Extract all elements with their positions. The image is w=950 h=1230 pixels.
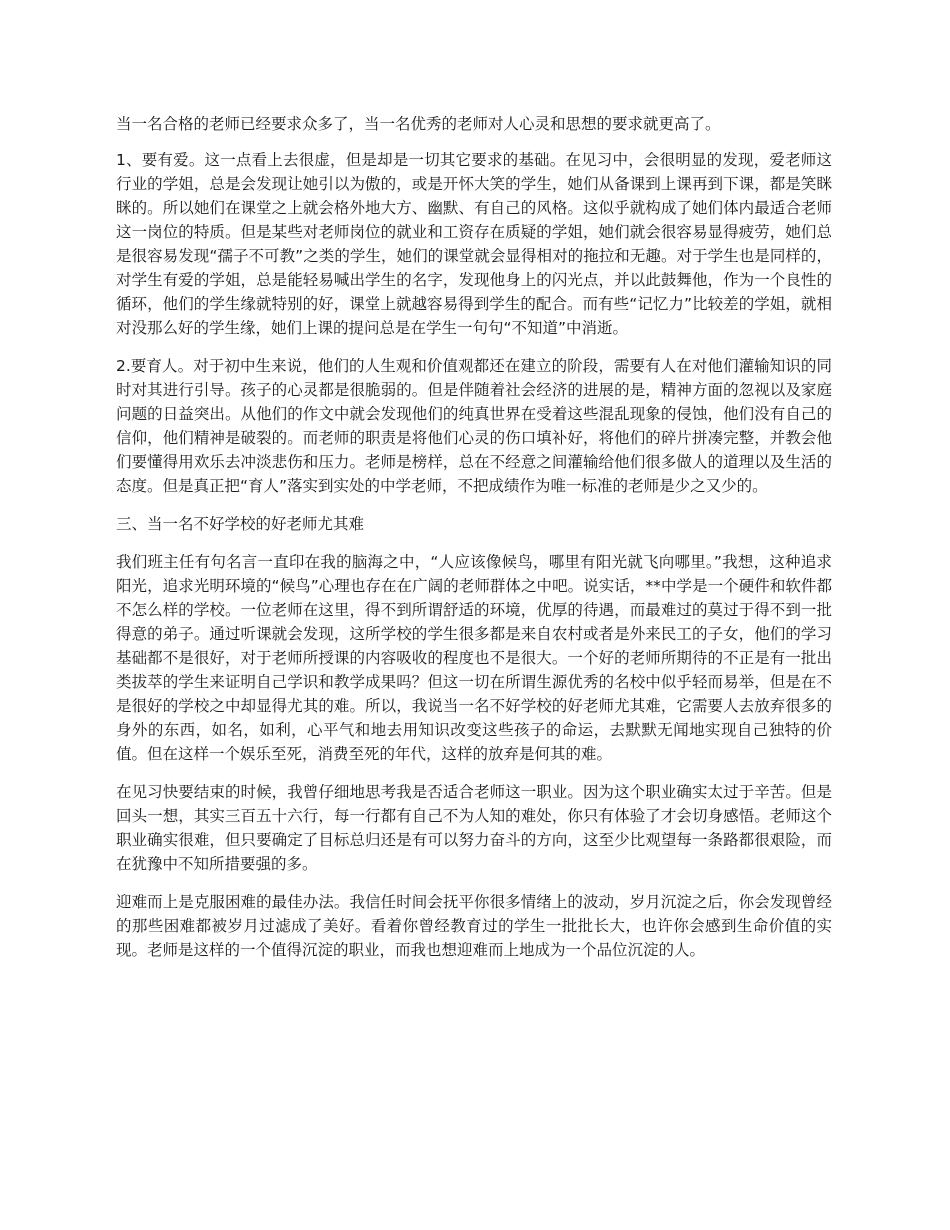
paragraph-love: 1、要有爱。这一点看上去很虚，但是却是一切其它要求的基础。在见习中，会很明显的发现，爱老师这行业的学姐，总是会发现让她引以为傲的，或是开怀大笑的学生，她们从备课到上课再到下课，都是笑眯眯的。所以她们在课堂之上就会格外地大方、幽默、有自己的风格。这似乎就构成了她们体内最适合老师这一岗位的特质。但是某些对老师岗位的就业和工资存在质疑的学姐，她们就会很容易显得疲劳，她们总是很容易发现“孺子不可教”之类的学生，她们的课堂就会显得相对的拖拉和无趣。对于学生也是同样的，对学生有爱的学姐，总是能轻易喊出学生的名字，发现他身上的闪光点，并以此鼓舞他，作为一个良性的循环，他们的学生缘就特别的好，课堂上就越容易得到学生的配合。而有些“记忆力”比较差的学姐，就相对没那么好的学生缘，她们上课的提问总是在学生一句句“不知道”中消逝。: [116, 151, 832, 337]
section-heading-three: 三、当一名不好学校的好老师尤其难: [116, 515, 365, 533]
paragraph-educate: 2.要育人。对于初中生来说，他们的人生观和价值观都还在建立的阶段，需要有人在对他们灌输知识的同时对其进行引导。孩子的心灵都是很脆弱的。但是伴随着社会经济的进展的是，精神方面的忽视以及家庭问题的日益突出。从他们的作文中就会发现他们的纯真世界在受着这些混乱现象的侵蚀，他们没有自己的信仰，他们精神是破裂的。而老师的职责是将他们心灵的伤口填补好，将他们的碎片拼凑完整，并教会他们要懂得用欢乐去冲淡悲伤和压力。老师是榜样，总在不经意之间灌输给他们很多做人的道理以及生活的态度。但是真正把“育人”落实到实处的中学老师，不把成绩作为唯一标准的老师是少之又少的。: [116, 357, 832, 495]
paragraph-reflection: 在见习快要结束的时候，我曾仔细地思考我是否适合老师这一职业。因为这个职业确实太过于辛苦。但是回头一想，其实三百五十六行，每一行都有自己不为人知的难处，你只有体验了才会切身感悟。老师这个职业确实很难，但只要确定了目标总归还是有可以努力奋斗的方向，这至少比观望每一条路都很艰险，而在犹豫中不知所措要强的多。: [116, 783, 832, 873]
paragraph-migratory-bird: 我们班主任有句名言一直印在我的脑海之中，“人应该像候鸟，哪里有阳光就飞向哪里。”我想，这种追求阳光，追求光明环境的“候鸟”心理也存在在广阔的老师群体之中吧。说实话，**中学是一个硬件和软件都不怎么样的学校。一位老师在这里，得不到所谓舒适的环境，优厚的待遇，而最难过的莫过于得不到一批得意的弟子。通过听课就会发现，这所学校的学生很多都是来自农村或者是外来民工的子女，他们的学习基础都不是很好，对于老师所授课的内容吸收的程度也不是很大。一个好的老师所期待的不正是有一批出类拔萃的学生来证明自己学识和教学成果吗？但这一切在所谓生源优秀的名校中似乎轻而易举，但是在不是很好的学校之中却显得尤其的难。所以，我说当一名不好学校的好老师尤其难，它需要人去放弃很多的身外的东西，如名，如利，心平气和地去用知识改变这些孩子的命运，去默默无闻地实现自己独特的价值。但在这样一个娱乐至死，消费至死的年代，这样的放弃是何其的难。: [116, 553, 832, 763]
document-body: [116, 112, 832, 976]
intro-paragraph: 当一名合格的老师已经要求众多了，当一名优秀的老师对人心灵和思想的要求就更高了。: [116, 115, 721, 133]
paragraph-conclusion: 迎难而上是克服困难的最佳办法。我信任时间会抚平你很多情绪上的波动，岁月沉淀之后，你会发现曾经的那些困难都被岁月过滤成了美好。看着你曾经教育过的学生一批批长大，也许你会感到生命价值的实现。老师是这样的一个值得沉淀的职业，而我也想迎难而上地成为一个品位沉淀的人。: [116, 893, 832, 959]
